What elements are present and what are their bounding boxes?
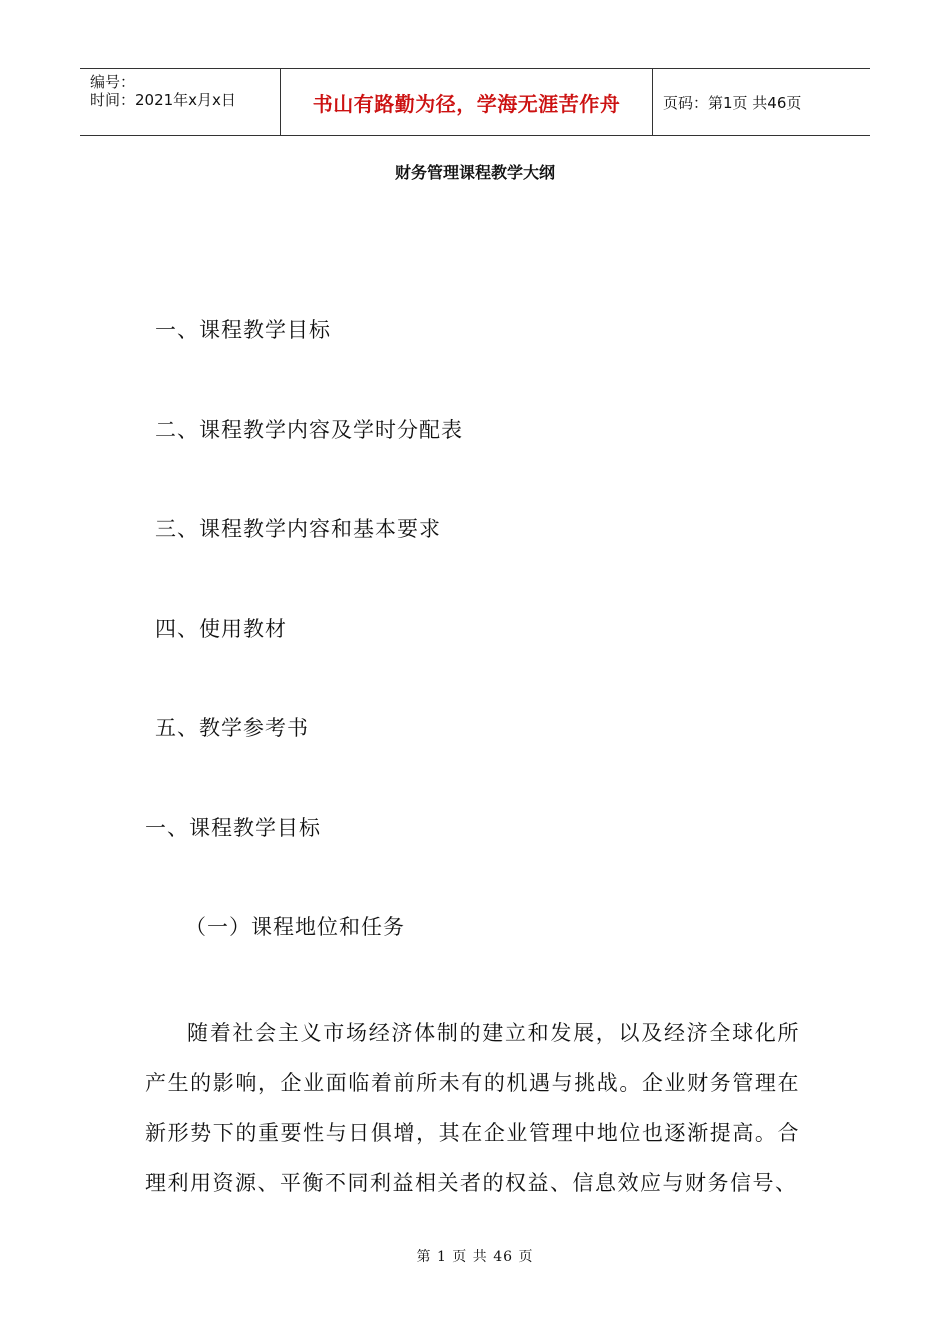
doc-number-label: 编号： [90,73,136,91]
document-title: 财务管理课程教学大纲 [394,163,555,182]
page-footer: 第 1 页 共 46 页 [416,1249,534,1265]
toc-item: 一、课程教学目标 [155,318,331,342]
toc-item: 二、课程教学内容及学时分配表 [155,418,463,442]
toc-item: 五、教学参考书 [155,716,309,740]
header-motto: 书山有路勤为径，学海无涯苦作舟 [281,69,653,135]
doc-date-label: 时间：2021年x月x日 [90,91,236,109]
toc-item: 三、课程教学内容和基本要求 [155,517,441,541]
page-header [80,68,870,136]
header-meta-cell [80,69,281,135]
toc-item: 四、使用教材 [155,617,287,641]
body-paragraph: 随着社会主义市场经济体制的建立和发展，以及经济全球化所产生的影响，企业面临着前所未有的机遇与挑战。企业财务管理在新形势下的重要性与日俱增，其在企业管理中地位也逐渐提高。合理利用资源、平衡不同利益相关者的权益、信息效应与财务信号、 [145,1021,800,1195]
subsection-heading: （一）课程地位和任务 [185,915,405,939]
section-heading: 一、课程教学目标 [145,816,321,840]
header-page-label: 页码：第1页 共46页 [663,93,802,112]
